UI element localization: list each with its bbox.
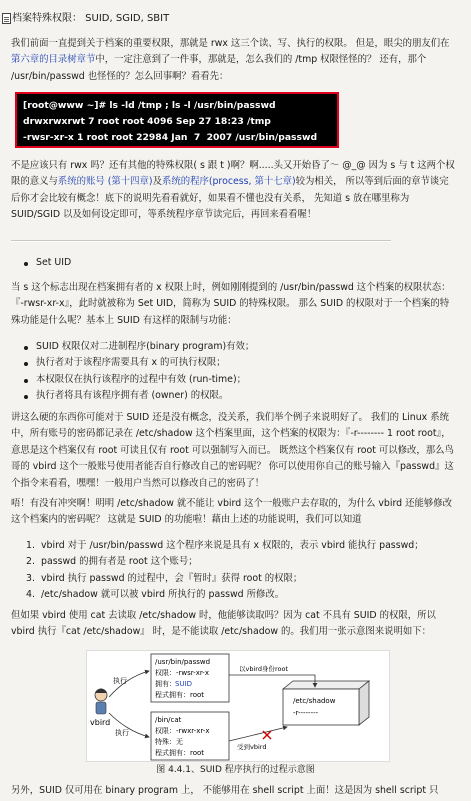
section-title-row xyxy=(2,10,169,28)
shadow-box-line: -r-------- xyxy=(293,709,319,717)
list-item: 执行者将具有该程序拥有者 (owner) 的权限。 xyxy=(24,388,254,404)
suid-diagram xyxy=(86,650,390,762)
list-item: 1. vbird 对于 /usr/bin/passwd 这个程序来说是具有 x 权限的，表示 vbird 能执行 passwd； xyxy=(26,540,424,551)
note-icon xyxy=(2,13,11,24)
figure-caption: 图 4.4.1、SUID 程序执行的过程示意图 xyxy=(156,765,315,775)
user-label: vbird xyxy=(90,718,111,727)
list-item: 2. passwd 的拥有者是 root 这个账号； xyxy=(26,556,198,568)
command-line: [root@www ~]# ls -ld /tmp ; ls -l /usr/bin/passwd xyxy=(23,100,276,111)
exec-label-bottom: 执行 xyxy=(115,729,129,737)
arrow-label-top: 以vbird身份root xyxy=(239,665,288,673)
list-item: 执行者对于该程序需要具有 x 的可执行权限； xyxy=(24,355,254,371)
example-paragraph: 讲这么硬的东西你可能对于 SUID 还是没有概念，没关系，我们举个例子来说明好了。 我们的 Linux 系统中，所有账号的密码都记录在 /etc/shadow 这个档案里面，这个档案的权限为：『-r-------- 1 root root』，意思是这个档案仅有 root 可读且仅有 root 可以强制写入而已。 既然这个档案仅有 root 可以修改，那么鸟哥的 vbird 这个一般账号使用者能否自行修改自己的密码呢？ 你可以使用你自己的账号输入『passwd』这个指令来看看，嘿嘿！一般用户当然可以修改自己的密码了！ xyxy=(11,412,454,489)
intro-paragraph: 我们前面一直提到关于档案的重要权限，那就是 rwx 这三个读、写、执行的权限。 但是，眼尖的朋友们在第六章的目录树章节中，一定注意到了一件事，那就是，怎么我们的 /tmp 权限怪怪的？ 还有，那个 /usr/bin/passwd 也怪怪的？怎么回事啊？看看先： xyxy=(11,38,450,82)
list-item: 4. /etc/shadow 就可以被 vbird 所执行的 passwd 所修改。 xyxy=(26,589,285,601)
cat-to-shadow-arrow xyxy=(229,727,287,741)
suid-rules-list xyxy=(24,339,254,405)
suid-intro-paragraph: 当 s 这个标志出现在档案拥有者的 x 权限上时，例如刚刚提到的 /usr/bin/passwd 这个档案的权限状态：『-rwsr-xr-x』，此时就被称为 Set UID，简称为 SUID 的特殊权限。 那么 SUID 的权限对于一个档案的特殊功能是什么呢？基本上 SUID 有这样的限制与功能： xyxy=(11,282,451,326)
list-item: SUID 权限仅对二进制程序(binary program)有效； xyxy=(24,339,254,355)
shadow-box-line: /etc/shadow xyxy=(293,697,336,705)
suid-highlight: SUID xyxy=(175,680,193,688)
passwd-box-line: /usr/bin/passwd xyxy=(155,658,211,666)
section-heading-list xyxy=(24,255,71,271)
link-chapter6[interactable]: 第六章的目录树章节 xyxy=(11,54,96,66)
section-title: 档案特殊权限： SUID, SGID, SBIT xyxy=(12,13,170,24)
section-heading-setuid: Set UID xyxy=(24,255,71,271)
passwd-box-line: 权限：-rwsr-xr-x xyxy=(155,669,209,677)
cat-box-line: 程式拥有：root xyxy=(155,749,205,757)
explanation-paragraph: 不是应该只有 rwx 吗？还有其他的特殊权限( s 跟 t )啊？啊.....头又开始昏了～ @_@ 因为 s 与 t 这两个权限的意义与系统的账号 (第十四章)及系统的程序(process, 第十七章)较为相关， 所以等到后面的章节谈完后你才会比较有概念！底下的说明先看看就好，如果看不懂也没有关系， 先知道 s 放在哪里称为 SUID/SGID 以及如何设定即可，等系统程序章节读完后，再回来看看喔！ xyxy=(11,160,455,221)
passwd-box-line: 拥有： xyxy=(155,680,176,688)
user-figure-icon xyxy=(95,689,107,715)
cat-box-line: /bin/cat xyxy=(155,716,182,724)
conflict-paragraph: 唔！有没有冲突啊！明明 /etc/shadow 就不能让 vbird 这个一般账户去存取的，为什么 vbird 还能够修改这个档案内的密码呢？ 这就是 SUID 的功能啦！藉由上述的功能说明，我们可以知道 xyxy=(11,498,452,526)
list-item: 3. vbird 执行 passwd 的过程中，会『暂时』获得 root 的权限； xyxy=(26,572,303,584)
command-output-line: -rwsr-xr-x 1 root root 22984 Jan 7 2007 /usr/bin/passwd xyxy=(23,132,318,143)
cat-box-line: 权限：-rwxr-xr-x xyxy=(155,727,210,735)
passwd-box-line: 程式拥有：root xyxy=(155,691,205,699)
closing-paragraph: 另外，SUID 仅可用在 binary program 上， 不能够用在 shell script 上面！这是因为 shell script 只 xyxy=(11,785,439,796)
list-item: 本权限仅在执行该程序的过程中有效 (run-time)； xyxy=(24,372,254,388)
link-chapter14[interactable]: 系统的账号 (第十四章) xyxy=(57,176,153,188)
cat-box-line: 特殊：无 xyxy=(155,738,183,746)
command-output-box xyxy=(15,92,339,148)
divider xyxy=(11,240,391,241)
command-output-line: drwxrwxrwt 7 root root 4096 Sep 27 18:23 /tmp xyxy=(23,116,271,127)
cat-paragraph: 但如果 vbird 使用 cat 去读取 /etc/shadow 时，他能够读取吗？因为 cat 不具有 SUID 的权限，所以 vbird 执行『cat /etc/shadow』 时，是不能读取 /etc/shadow 的。我们用一张示意图来说明如下： xyxy=(11,610,436,638)
exec-label-top: 执行 xyxy=(113,677,127,685)
steps-list xyxy=(26,538,424,604)
link-chapter17[interactable]: 系统的程序(process, 第十七章) xyxy=(161,176,296,188)
arrow-label-bottom: 受到vbird xyxy=(237,743,267,751)
